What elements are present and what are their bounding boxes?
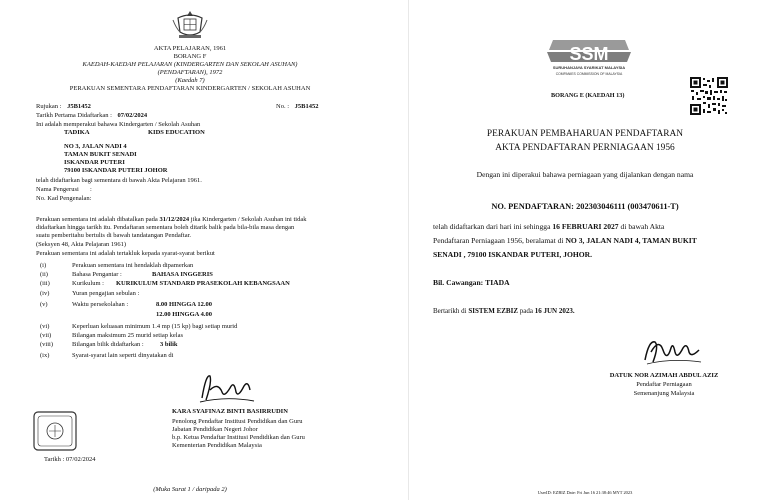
malaysia-crest-icon (170, 8, 210, 40)
condition-num-7: (vii) (40, 332, 52, 339)
first-registration-label: Tarikh Pertama Didaftarkan : (36, 112, 112, 119)
condition-value-3: KURIKULUM STANDARD PRASEKOLAH KEBANGSAAN (116, 280, 290, 287)
condition-text-5: Waktu persekolahan : (72, 301, 129, 308)
paragraph-1-line-1: Perakuan sementara ini adalah dibatalkan pada 31/12/2024 jika Kindergarten / Sekolah Asuhan ini tidak (36, 216, 307, 223)
regulation-title: KAEDAH-KAEDAH PELAJARAN (KINDERGARTEN DAN SEKOLAH ASUHAN) (82, 61, 298, 68)
condition-num-1: (i) (40, 262, 47, 269)
address-line-4: 79100 ISKANDAR PUTERI JOHOR (64, 167, 168, 174)
condition-value-5: 8.00 HINGGA 12.00 (156, 301, 212, 308)
branch-value: TIADA (485, 278, 510, 287)
qr-code-icon (689, 76, 729, 116)
id-label: No. Kad Pengenalan: (36, 195, 92, 202)
condition-num-6: (vi) (40, 323, 50, 330)
condition-text-6: Keperluan keluasan minimum 1.4 mp (15 kp) bagi setiap murid (72, 323, 238, 330)
condition-value-5b: 12.00 HINGGA 4.00 (156, 311, 212, 318)
business-address-1: NO 3, JALAN NADI 4, TAMAN BUKIT (565, 236, 697, 245)
reference-value: J5B1452 (67, 103, 91, 110)
signature-nor-azimah (641, 334, 705, 368)
school-name: KIDS EDUCATION (148, 129, 205, 136)
renewal-title-2: AKTA PENDAFTARAN PERNIAGAAN 1956 (495, 143, 675, 153)
official-stamp-icon (32, 410, 78, 452)
school-type: TADIKA (64, 129, 90, 136)
ssm-logo-icon (539, 30, 639, 78)
declaration-text: Dengan ini diperakui bahawa perniagaan yang dijalankan dengan nama (476, 170, 694, 179)
left-certificate: AKTA PELAJARAN, 1961 BORANG F KAEDAH-KAEDAH PELAJARAN (KINDERGARTEN DAN SEKOLAH ASUHAN) (PENDAFTARAN), 1972 (Kaedah 7) PERAKUAN SEMENTARA PENDAFTARAN KINDERGARTEN / SEKOLAH ASUHAN Rujukan : J5B1452 No. : J5B1452 Tarikh Pertama Didaftarkan : 07/02/2024 Ini adalah memperakui bahawa Kindergarten / Sekolah Asuhan TADIKA KIDS EDUCATION NO 3, JALAN NADI 4 TAMAN BUKIT SENADI ISKANDAR PUTERI 79100 ISKANDAR PUTERI JOHOR telah didaftarkan bagi sementara di bawah Akta Pelajaran 1961. Nama Pengerusi : No. Kad Pengenalan: Perakuan sementara ini adalah dibatalkan pada 31/12/2024 jika Kindergarten / Sekolah Asuhan ini tidak didaftarkan hingga tarikh itu. Pendaftaran sementara boleh ditarik balik pada bila-bila masa dengan suatu pemberitahu bertulis di bawah tandatangan Pendaftar. (Seksyen 48, Akta Pelajaran 1961) Perakuan sementara ini adalah tertakluk kepada syarat-syarat berikut (i) Perakuan sementara ini hendaklah dipamerkan (ii) Bahasa Pengantar : BAHASA INGGERIS (iii) Kurikulum : KURIKULUM STANDARD PRASEKOLAH KEBANGSAAN (iv) Yuran pengajian sebulan : (v) Waktu persekolahan : 8.00 HINGGA 12.00 12.00 HINGGA 4.00 (vi) Keperluan keluasan minimum 1.4 mp (15 kp) bagi setiap murid (vii) Bilangan maksimum 25 murid setiap kelas (viii) Bilangan bilik didaftarkan : 3 bilik (ix) Syarat-syarat lain seperti dinyatakan di KARA SYAFINAZ BINTI BASIRRUDIN Penolong Pendaftar Institusi Pendidikan dan Guru Jabatan Pendidikan Negeri Johor b.p. Ketua Pendaftar Institusi Pendidikan dan Guru Kementerian Pendidikan Malaysia Tarikh : 07/02/2024 (Muka Surat 1 / daripada 2) (0, 0, 380, 500)
body-line-1: telah didaftarkan dari hari ini sehingga 16 FEBRUARI 2027 di bawah Akta (433, 222, 665, 231)
registration-label: NO. PENDAFTARAN: (491, 202, 574, 211)
page-note: (Muka Surat 1 / daripada 2) (153, 486, 227, 493)
regulation-subtitle: (PENDAFTARAN), 1972 (157, 69, 223, 76)
signatory-line-4: Kementerian Pendidikan Malaysia (172, 442, 262, 449)
ssm-logo-caption-2: COMPANIES COMMISSION OF MALAYSIA (555, 72, 623, 76)
branch-row (433, 278, 510, 288)
condition-text-7: Bilangan maksimum 25 murid setiap kelas (72, 332, 184, 339)
expiry-date: 16 FEBRUARI 2027 (552, 222, 619, 231)
issued-date: 16 JUN 2023. (534, 307, 575, 315)
reference-row (36, 103, 91, 111)
conditions-intro: Perakuan sementara ini adalah tertakluk kepada syarat-syarat berikut (36, 250, 215, 257)
issued-row: Bertarikh di SISTEM EZBIZ pada 16 JUN 2023. (433, 307, 575, 315)
section-reference: (Seksyen 48, Akta Pelajaran 1961) (36, 241, 127, 248)
condition-text-8: Bilangan bilik didaftarkan : (72, 341, 144, 348)
signatory-line-1: Penolong Pendaftar Institusi Pendidikan dan Guru (172, 418, 303, 425)
address-line-2: TAMAN BUKIT SENADI (64, 151, 137, 158)
rd-signatory-title-2: Semenanjung Malaysia (633, 390, 695, 397)
registered-text: telah didaftarkan bagi sementara di bawah Akta Pelajaran 1961. (36, 177, 202, 184)
business-address-2: SENADI , 79100 ISKANDAR PUTERI, JOHOR. (433, 250, 593, 259)
cancellation-date: 31/12/2024 (159, 216, 190, 223)
address-line-3: ISKANDAR PUTERI (64, 159, 125, 166)
certify-text: Ini adalah memperakui bahawa Kindergarten / Sekolah Asuhan (36, 121, 201, 128)
ssm-logo-caption-1: SURUHANJAYA SYARIKAT MALAYSIA (552, 65, 626, 70)
condition-num-5: (v) (40, 301, 48, 308)
condition-num-4: (iv) (40, 290, 50, 297)
condition-num-3: (iii) (40, 280, 50, 287)
act-title: AKTA PELAJARAN, 1961 (153, 45, 227, 52)
number-label: No. : (276, 103, 289, 110)
first-registration-row (36, 112, 147, 120)
signatory-name: KARA SYAFINAZ BINTI BASIRRUDIN (172, 408, 288, 415)
registration-value: 202303046111 (003470611-T) (576, 202, 679, 211)
body-line-2: Pendaftaran Perniagaan 1956, beralamat di NO 3, JALAN NADI 4, TAMAN BUKIT (433, 236, 697, 245)
renewal-title-1: PERAKUAN PEMBAHARUAN PENDAFTARAN (486, 129, 684, 139)
registration-number-row (409, 202, 760, 212)
ssm-logo-text: SSM (569, 44, 609, 64)
signature-kara (196, 368, 256, 406)
rd-signatory-name: DATUK NOR AZIMAH ABDUL AZIZ (609, 372, 719, 379)
manager-label: Nama Pengerusi (36, 186, 79, 193)
signatory-line-3: b.p. Ketua Pendaftar Institusi Pendidikan dan Guru (172, 434, 305, 441)
address-line-1: NO 3, JALAN NADI 4 (64, 143, 127, 150)
signatory-line-2: Jabatan Pendidikan Negeri Johor (172, 426, 258, 433)
condition-text-4: Yuran pengajian sebulan : (72, 290, 140, 297)
condition-num-9: (ix) (40, 352, 50, 359)
condition-num-8: (viii) (40, 341, 53, 348)
number-value: J5B1452 (294, 103, 319, 110)
paragraph-1-line-2: didaftarkan hingga tarikh itu. Pendaftaran sementara boleh ditarik balik pada bila-bila masa dengan (36, 224, 295, 231)
number-row (276, 103, 318, 111)
condition-text-3: Kurikulum : (72, 280, 104, 287)
system-footer: UserID: EZBIZ Date: Fri Jun 16 21:38:46 MYT 2023 (537, 490, 633, 495)
condition-text-1: Perakuan sementara ini hendaklah dipamerkan (72, 262, 194, 269)
condition-text-9: Syarat-syarat lain seperti dinyatakan di (72, 352, 174, 359)
issued-system: SISTEM EZBIZ (468, 307, 518, 315)
right-certificate (408, 0, 760, 500)
condition-text-2: Bahasa Pengantar : (72, 271, 122, 278)
rule-number: (Kaedah 7) (175, 77, 205, 84)
rd-signatory-title-1: Pendaftar Perniagaan (636, 381, 692, 388)
branch-label: Bil. Cawangan: (433, 278, 484, 287)
condition-num-2: (ii) (40, 271, 48, 278)
form-title: BORANG F (173, 53, 207, 60)
certificate-title: PERAKUAN SEMENTARA PENDAFTARAN KINDERGARTEN / SEKOLAH ASUHAN (69, 85, 311, 92)
paragraph-1-line-3: suatu pemberitahu bertulis di bawah tandatangan Pendaftar. (36, 232, 192, 239)
condition-value-2: BAHASA INGGERIS (152, 271, 213, 278)
condition-value-8: 3 bilik (160, 341, 178, 348)
date-footer: Tarikh : 07/02/2024 (44, 456, 96, 463)
form-label: BORANG E (KAEDAH 13) (551, 92, 625, 99)
reference-label: Rujukan : (36, 103, 62, 110)
first-registration-value: 07/02/2024 (117, 112, 148, 119)
